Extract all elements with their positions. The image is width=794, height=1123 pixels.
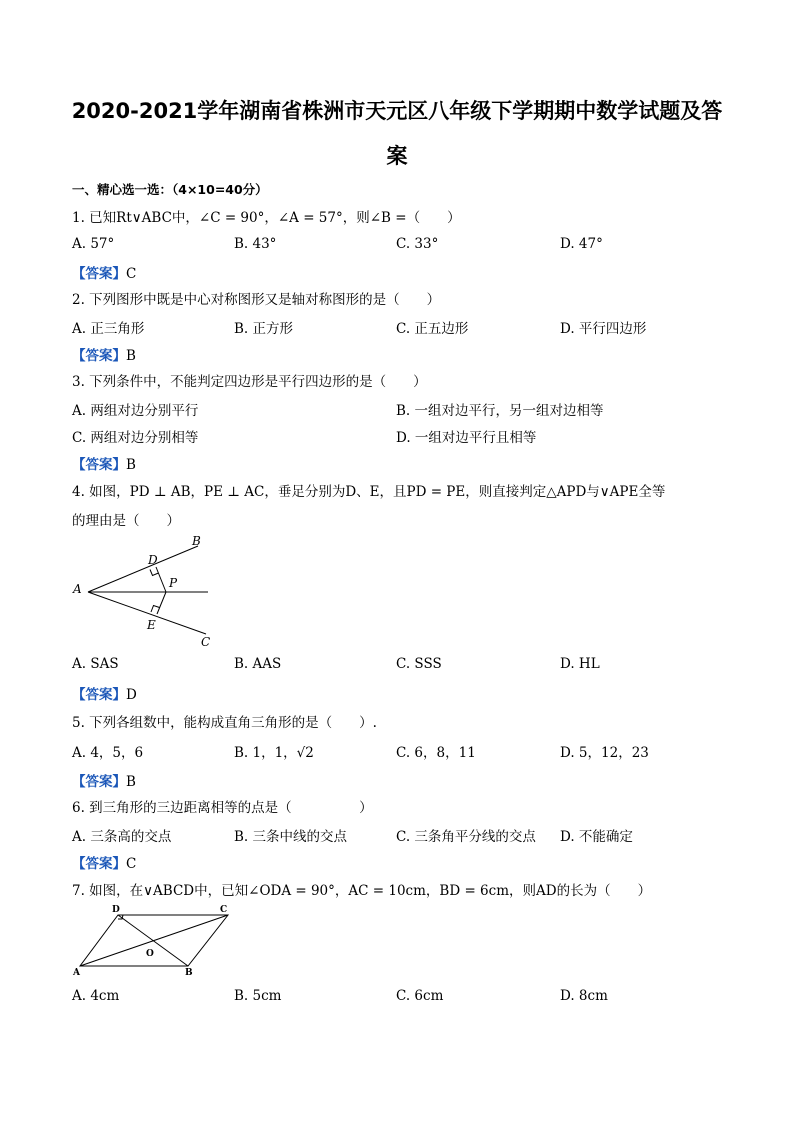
q7-option-a: A. 4cm [72, 988, 120, 1004]
q1-answer [72, 262, 136, 282]
answer-tag: 【答案】 [72, 266, 126, 282]
q1-option-c: C. 33° [396, 236, 439, 252]
q3-option-c: C. 两组对边分别相等 [72, 430, 199, 446]
q7-stem: 7. 如图，在∨ABCD中，已知∠ODA = 90°，AC = 10cm，BD = 6cm，则AD的长为（ ） [72, 883, 652, 899]
doc-title-line1: 2020-2021学年湖南省株洲市天元区八年级下学期期中数学试题及答 [71, 99, 723, 123]
q7-option-c: C. 6cm [396, 988, 444, 1004]
q6-stem: 6. 到三角形的三边距离相等的点是（ ） [72, 800, 373, 816]
q4-stem-line1: 4. 如图，PD ⊥ AB，PE ⊥ AC，垂足分别为D、E，且PD = PE，则直接判定△APD与∨APE全等 [72, 484, 666, 500]
q7-label-c: C [220, 905, 228, 915]
q4-option-d: D. HL [560, 656, 600, 672]
q6-option-d: D. 不能确定 [560, 829, 633, 845]
answer-tag: 【答案】 [72, 856, 126, 872]
q6-option-a: A. 三条高的交点 [72, 829, 172, 845]
q4-label-d: D [148, 553, 158, 567]
q4-option-b: B. AAS [234, 656, 282, 672]
q3-stem: 3. 下列条件中，不能判定四边形是平行四边形的是（ ） [72, 374, 427, 390]
q5-option-c: C. 6，8，11 [396, 745, 476, 761]
q4-label-a: A [73, 582, 82, 596]
answer-tag: 【答案】 [72, 457, 126, 473]
q5-option-a: A. 4，5，6 [72, 745, 144, 761]
q1-answer-value: C [126, 266, 137, 282]
q1-option-a: A. 57° [72, 236, 115, 252]
q3-answer-value: B [126, 457, 136, 473]
q1-option-b: B. 43° [234, 236, 277, 252]
q6-option-c: C. 三条角平分线的交点 [396, 829, 536, 845]
q5-answer [72, 770, 136, 790]
q4-label-b: B [192, 534, 201, 548]
q7-figure [70, 902, 240, 982]
q3-answer [72, 453, 136, 473]
q5-answer-value: B [126, 774, 136, 790]
q3-option-a: A. 两组对边分别平行 [72, 403, 199, 419]
q4-figure [60, 530, 220, 650]
answer-tag: 【答案】 [72, 687, 126, 703]
q4-option-c: C. SSS [396, 656, 442, 672]
q5-stem: 5. 下列各组数中，能构成直角三角形的是（ ）. [72, 715, 377, 731]
q4-option-a: A. SAS [72, 656, 119, 672]
q1-stem: 1. 已知Rt∨ABC中，∠C = 90°，∠A = 57°，则∠B =（ ） [72, 210, 461, 226]
q5-option-b: B. 1，1，√2 [234, 745, 314, 761]
q2-option-a: A. 正三角形 [72, 321, 145, 337]
q3-option-d: D. 一组对边平行且相等 [396, 430, 537, 446]
q4-answer-value: D [126, 687, 137, 703]
q2-stem: 2. 下列图形中既是中心对称图形又是轴对称图形的是（ ） [72, 292, 441, 308]
q7-option-b: B. 5cm [234, 988, 282, 1004]
answer-tag: 【答案】 [72, 774, 126, 790]
q6-answer-value: C [126, 856, 137, 872]
q4-stem-line2: 的理由是（ ） [72, 513, 180, 529]
q7-label-d: D [112, 905, 120, 915]
q4-label-e: E [147, 618, 156, 632]
section-heading: 一、精心选一选：（4×10=40分） [72, 182, 268, 197]
q2-answer [72, 344, 136, 364]
q1-option-d: D. 47° [560, 236, 603, 252]
q3-option-b: B. 一组对边平行，另一组对边相等 [396, 403, 604, 419]
doc-title-line2: 案 [386, 144, 408, 168]
q6-answer [72, 852, 136, 872]
q2-option-b: B. 正方形 [234, 321, 294, 337]
q7-label-b: B [185, 968, 193, 978]
q7-option-d: D. 8cm [560, 988, 608, 1004]
q7-label-o: O [146, 949, 154, 959]
q2-option-c: C. 正五边形 [396, 321, 469, 337]
q6-option-b: B. 三条中线的交点 [234, 829, 348, 845]
q7-label-a: A [73, 968, 80, 978]
q4-label-p: P [169, 576, 178, 590]
q5-option-d: D. 5，12，23 [560, 745, 649, 761]
answer-tag: 【答案】 [72, 348, 126, 364]
q2-answer-value: B [126, 348, 136, 364]
q2-option-d: D. 平行四边形 [560, 321, 647, 337]
q4-answer [72, 683, 137, 703]
q4-label-c: C [201, 635, 211, 649]
